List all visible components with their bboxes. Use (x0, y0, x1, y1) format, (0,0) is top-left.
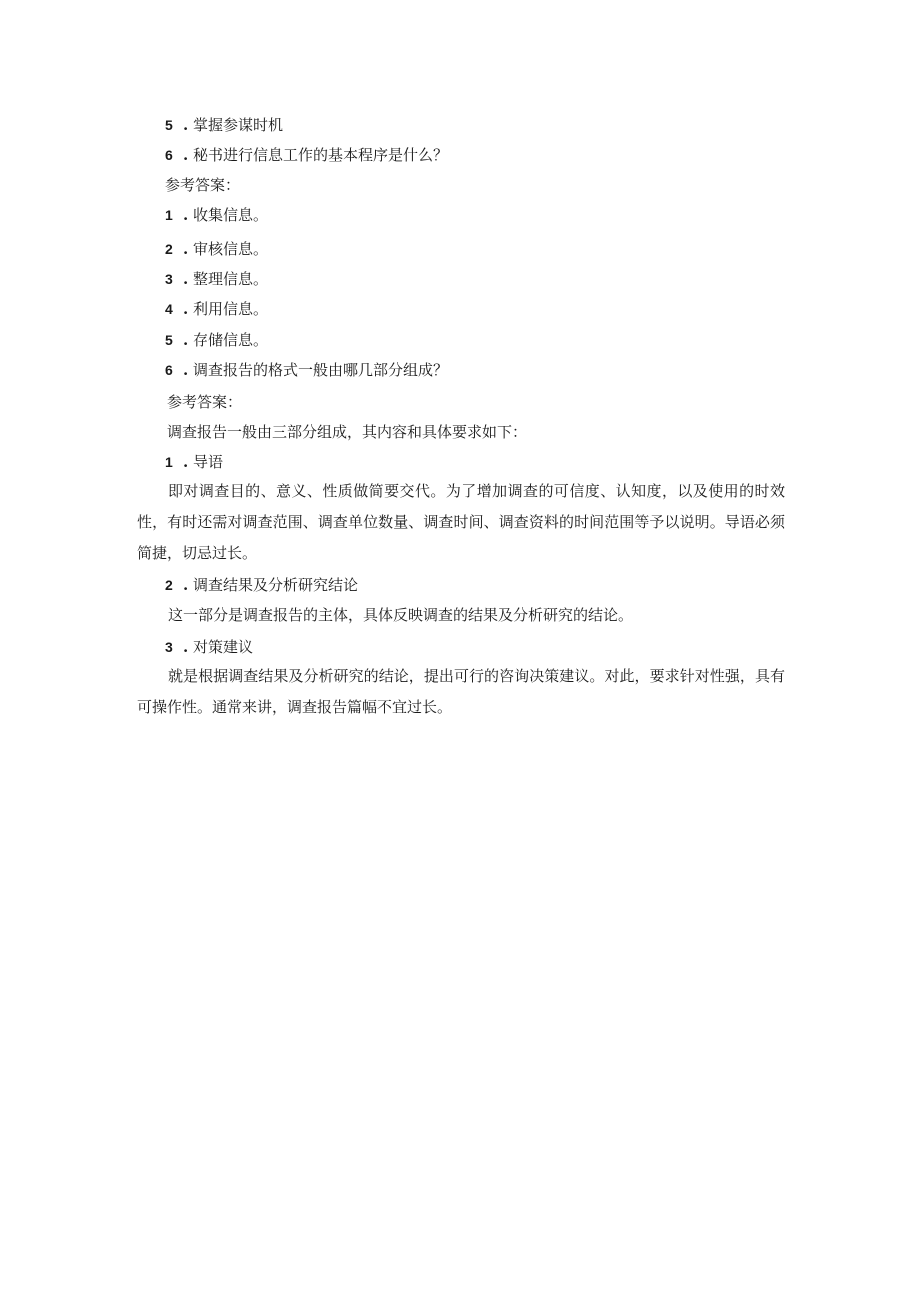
item-number: 5 (165, 117, 173, 133)
section-number: 1 (165, 454, 173, 470)
section-heading (165, 453, 223, 471)
item-dot: . (183, 638, 189, 656)
answer-text: 收集信息。 (193, 206, 269, 224)
item-dot: . (183, 361, 189, 379)
list-item (165, 116, 283, 134)
answer-text: 整理信息。 (193, 270, 269, 288)
section-title: 导语 (193, 453, 224, 471)
item-number: 5 (165, 332, 173, 348)
item-dot: . (183, 453, 189, 471)
item-number: 6 (165, 362, 173, 378)
section-body: 这一部分是调查报告的主体，具体反映调查的结果及分析研究的结论。 (168, 606, 634, 624)
answer-label: 参考答案： (165, 176, 241, 194)
answer-item (165, 240, 268, 258)
item-dot: . (183, 206, 189, 224)
item-number: 3 (165, 271, 173, 287)
answer-item (165, 300, 268, 318)
item-dot: . (183, 116, 189, 134)
section-body: 即对调查目的、意义、性质做简要交代。为了增加调查的可信度、认知度，以及使用的时效性，有时还需对调查范围、调查单位数量、调查时间、调查资料的时间范围等予以说明。导语必须简捷，切忌过长。 (137, 482, 785, 562)
section-number: 3 (165, 639, 173, 655)
intro-text: 调查报告一般由三部分组成，其内容和具体要求如下： (167, 423, 528, 441)
section-title: 调查结果及分析研究结论 (193, 576, 359, 594)
item-dot: . (183, 146, 189, 164)
item-number: 2 (165, 241, 173, 257)
item-dot: . (183, 331, 189, 349)
answer-item (165, 206, 268, 224)
item-dot: . (183, 240, 189, 258)
answer-label: 参考答案： (167, 393, 243, 411)
item-number: 4 (165, 301, 173, 317)
section-heading (165, 638, 253, 656)
item-dot: . (183, 300, 189, 318)
answer-text: 存储信息。 (193, 331, 269, 349)
answer-item (165, 270, 268, 288)
section-body: 就是根据调查结果及分析研究的结论，提出可行的咨询决策建议。对此，要求针对性强，具有可操作性。通常来讲，调查报告篇幅不宜过长。 (137, 667, 785, 716)
section-title: 对策建议 (193, 638, 254, 656)
item-number: 1 (165, 207, 173, 223)
answer-text: 审核信息。 (193, 240, 269, 258)
question-item (165, 361, 448, 379)
question-item (165, 146, 448, 164)
section-heading (165, 576, 358, 594)
answer-item (165, 331, 268, 349)
question-text: 秘书进行信息工作的基本程序是什么？ (193, 146, 449, 164)
item-text: 掌握参谋时机 (193, 116, 284, 134)
section-number: 2 (165, 577, 173, 593)
item-dot: . (183, 270, 189, 288)
item-number: 6 (165, 147, 173, 163)
answer-text: 利用信息。 (193, 300, 269, 318)
question-text: 调查报告的格式一般由哪几部分组成？ (193, 361, 449, 379)
item-dot: . (183, 576, 189, 594)
